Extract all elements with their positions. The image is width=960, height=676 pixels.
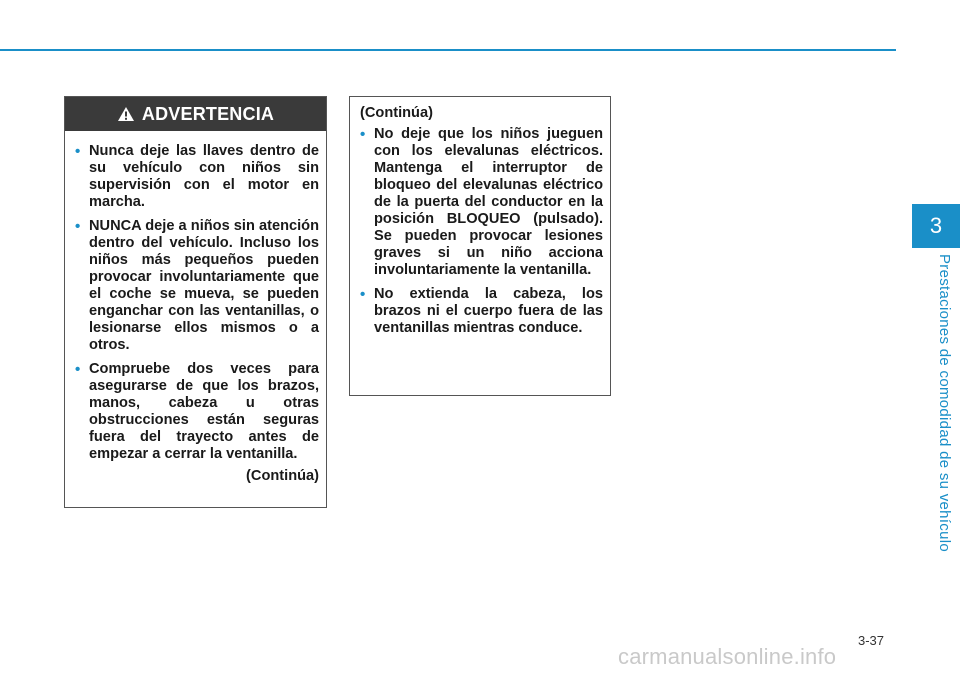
watermark: carmanualsonline.info xyxy=(618,644,837,669)
warning-box-left xyxy=(64,96,327,508)
list-item xyxy=(360,126,603,279)
item-text: Nunca deje las llaves dentro de su vehículo con niños sin supervisión con el motor en marcha. xyxy=(89,143,319,210)
list-item xyxy=(75,218,319,354)
bullet-icon: • xyxy=(75,218,81,235)
list-item xyxy=(75,143,319,211)
warning-body-right xyxy=(350,97,610,337)
list-item xyxy=(360,286,603,337)
page-number: 3-37 xyxy=(858,633,885,648)
bullet-icon: • xyxy=(360,286,366,303)
warning-box-right xyxy=(349,96,611,396)
bullet-icon: • xyxy=(75,361,81,378)
warning-triangle-icon xyxy=(117,106,135,122)
warning-header xyxy=(65,97,326,131)
chapter-title: Prestaciones de comodidad de su vehículo xyxy=(936,254,953,553)
warning-body-left xyxy=(65,131,326,485)
item-text: No deje que los niños jueguen con los elevalunas eléctricos. Mantenga el interruptor de bloqueo del elevalunas eléctrico de la puerta del conductor en la posición BLOQUEO (pulsado). Se pueden provocar lesiones graves si un niño acciona involuntariamente la ventanilla. xyxy=(374,126,603,278)
continued-label: (Continúa) xyxy=(360,105,433,121)
continued-label: (Continúa) xyxy=(246,468,319,484)
warning-title: ADVERTENCIA xyxy=(141,103,275,124)
item-text: Compruebe dos veces para asegurarse de que los brazos, manos, cabeza u otras obstrucciones están seguras fuera del trayecto antes de empezar a cerrar la ventanilla. xyxy=(89,361,319,462)
list-item xyxy=(75,361,319,463)
chapter-number: 3 xyxy=(929,213,943,238)
item-text: No extienda la cabeza, los brazos ni el cuerpo fuera de las ventanillas mientras conduce. xyxy=(374,286,603,336)
bullet-icon: • xyxy=(360,126,366,143)
chapter-number-tab xyxy=(912,204,960,248)
top-rule xyxy=(0,49,896,51)
item-text: NUNCA deje a niños sin atención dentro del vehículo. Incluso los niños más pequeños pueden provocar involuntariamente que el coche se mueva, se pueden enganchar con las ventanillas, o lesionarse ellos mismos o a otros. xyxy=(89,218,319,353)
bullet-icon: • xyxy=(75,143,81,160)
